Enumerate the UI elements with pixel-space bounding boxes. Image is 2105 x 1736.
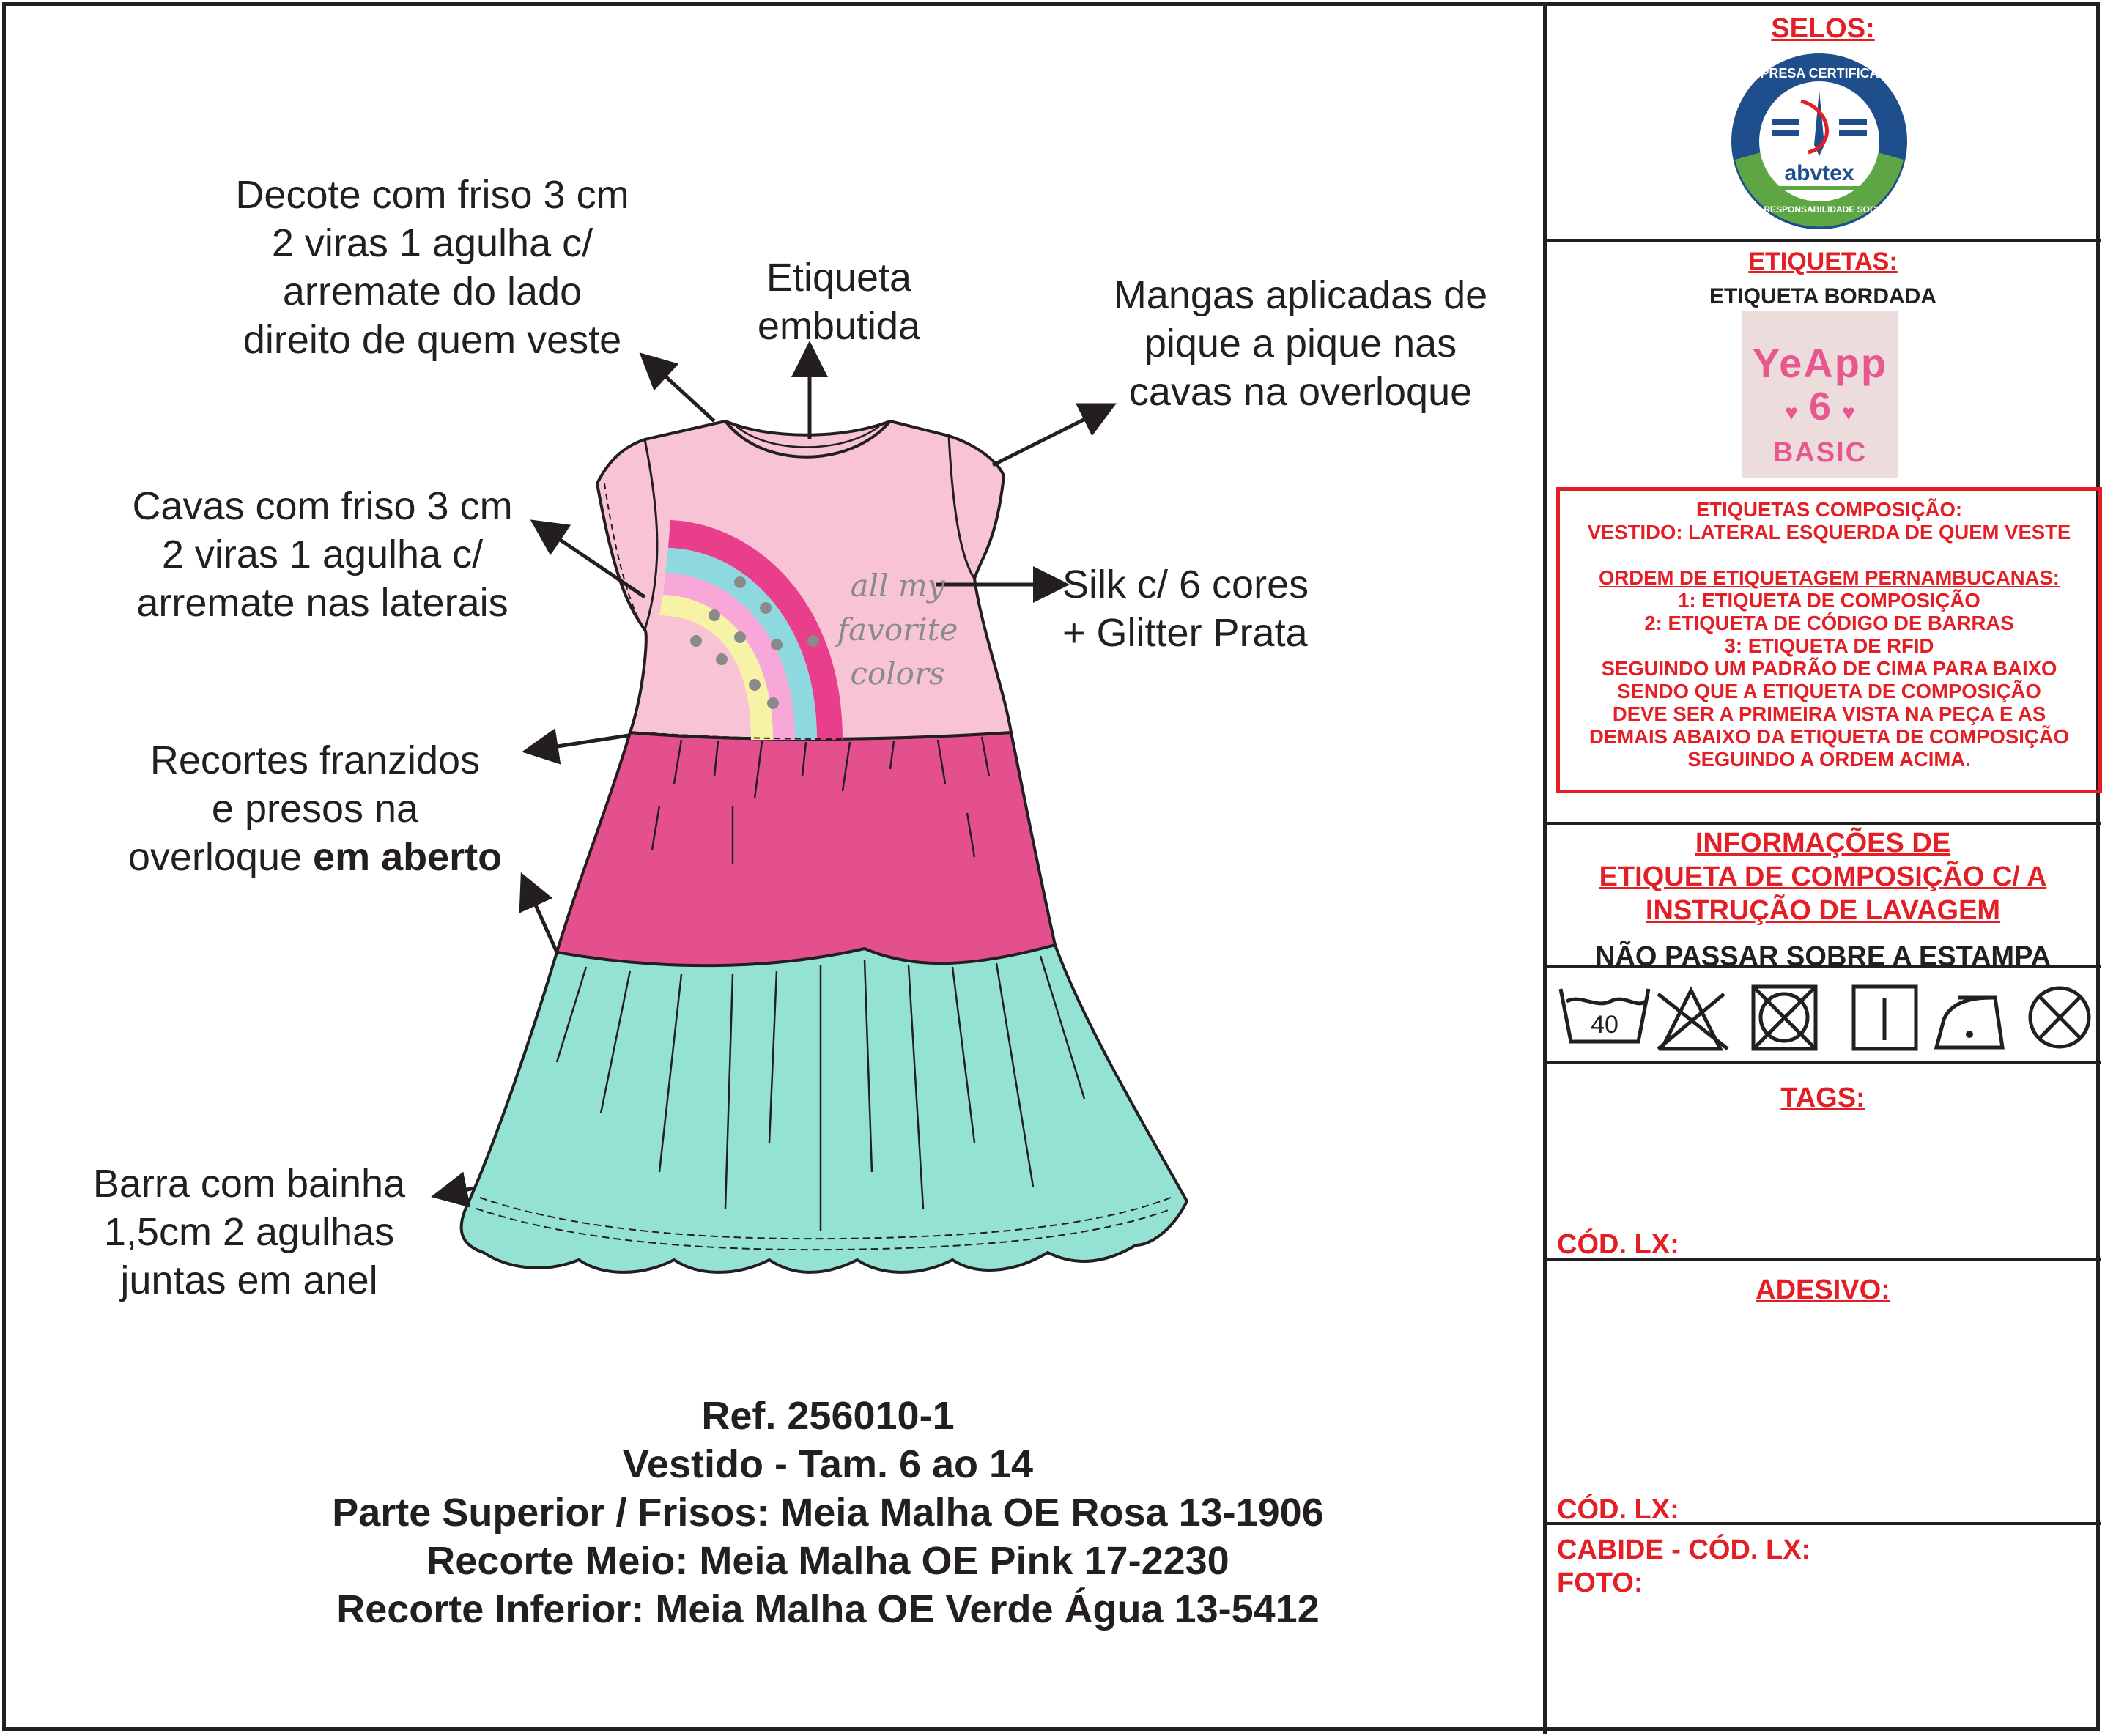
iron-low-icon: [1936, 998, 2002, 1047]
divider-selos: [1544, 239, 2101, 242]
ordem-title: ORDEM DE ETIQUETAGEM PERNAMBUCANAS:: [1599, 566, 2060, 589]
dress-bottom-tier: [462, 945, 1187, 1272]
ordem-item: SEGUINDO UM PADRÃO DE CIMA PARA BAIXO: [1601, 657, 2057, 680]
divider-etiquetas: [1544, 822, 2101, 825]
brand-label-preview: [1742, 311, 1898, 478]
spec-bottom: Recorte Inferior: Meia Malha OE Verde Água 13-5412: [336, 1587, 1320, 1631]
spec-ref: Ref. 256010-1: [701, 1394, 955, 1438]
adesivo-title: ADESIVO:: [1756, 1275, 1890, 1305]
spec-product: Vestido - Tam. 6 ao 14: [622, 1442, 1034, 1486]
cod-lx-tags: CÓD. LX:: [1557, 1229, 1679, 1260]
ordem-item: DEMAIS ABAIXO DA ETIQUETA DE COMPOSIÇÃO: [1589, 725, 2069, 748]
annotation-cavas: Cavas com friso 3 cm 2 viras 1 agulha c/ arremate nas laterais: [132, 484, 513, 625]
label-line: BASIC: [1772, 437, 1868, 468]
label-size: 6: [1808, 385, 1832, 429]
annotation-mangas: Mangas aplicadas de pique a pique nas cavas na overloque: [1113, 273, 1488, 414]
line-dry-icon: [1854, 987, 1916, 1049]
print-line-3: colors: [850, 656, 945, 691]
annotation-silk: Silk c/ 6 cores + Glitter Prata: [1062, 563, 1309, 655]
seal-bottom-text: EM RESPONSABILIDADE SOCIAL: [1747, 204, 1891, 215]
nao-passar-text: NÃO PASSAR SOBRE A ESTAMPA: [1594, 941, 2052, 968]
spec-block: [147, 1392, 1509, 1633]
annotation-recortes: Recortes franzidos e presos na overloque em aberto: [127, 738, 503, 879]
foto-label: FOTO:: [1557, 1568, 1643, 1598]
no-dry-clean-icon: [2030, 988, 2089, 1047]
annotation-barra: Barra com bainha 1,5cm 2 agulhas juntas em anel: [92, 1162, 406, 1302]
annotation-etiqueta: Etiqueta embutida: [757, 256, 921, 348]
annotation-decote: Decote com friso 3 cm 2 viras 1 agulha c/ arremate do lado direito de quem veste: [235, 173, 629, 362]
spec-top: Parte Superior / Frisos: Meia Malha OE Rosa 13-1906: [332, 1491, 1324, 1535]
composicao-title: ETIQUETAS COMPOSIÇÃO:: [1695, 498, 1963, 521]
etiqueta-bordada: ETIQUETA BORDADA: [1709, 284, 1936, 308]
ordem-item: 2: ETIQUETA DE CÓDIGO DE BARRAS: [1644, 612, 2014, 634]
selos-title: SELOS:: [1771, 13, 1875, 44]
wash-temp: 40: [1591, 1011, 1618, 1039]
composition-box: [1556, 487, 2102, 793]
dress-middle-tier: [557, 732, 1055, 965]
ordem-item: DEVE SER A PRIMEIRA VISTA NA PEÇA E AS: [1612, 702, 2046, 725]
info-title: INFORMAÇÕES DE ETIQUETA DE COMPOSIÇÃO C/ A INSTRUÇÃO DE LAVAGEM: [1599, 828, 2047, 926]
ordem-item: SEGUINDO A ORDEM ACIMA.: [1687, 748, 1971, 771]
etiquetas-title: ETIQUETAS:: [1748, 248, 1898, 275]
print-line-2: favorite: [837, 612, 958, 648]
label-size-row: ♥ 6 ♥: [1785, 385, 1855, 429]
seal-brand: abvtex: [1784, 161, 1854, 185]
label-brand: YeApp: [1752, 340, 1888, 386]
no-tumble-dry-icon: [1753, 987, 1816, 1049]
print-slogan: [813, 564, 982, 696]
print-line-1: all my: [850, 568, 945, 604]
abvtex-seal: [1728, 50, 1911, 233]
tags-title: TAGS:: [1780, 1083, 1865, 1113]
ordem-item: 3: ETIQUETA DE RFID: [1724, 634, 1934, 657]
seal-top-text: EMPRESA CERTIFICADA: [1740, 66, 1898, 81]
no-bleach-icon: [1658, 990, 1728, 1049]
cabide-label: CABIDE - CÓD. LX:: [1557, 1535, 1811, 1565]
spec-middle: Recorte Meio: Meia Malha OE Pink 17-2230: [426, 1539, 1229, 1583]
ordem-item: SENDO QUE A ETIQUETA DE COMPOSIÇÃO: [1617, 680, 2041, 702]
cod-lx-adesivo: CÓD. LX:: [1557, 1494, 1679, 1525]
composicao-line: VESTIDO: LATERAL ESQUERDA DE QUEM VESTE: [1587, 521, 2071, 544]
ordem-item: 1: ETIQUETA DE COMPOSIÇÃO: [1678, 589, 1980, 612]
care-symbols: [1544, 968, 2101, 1071]
